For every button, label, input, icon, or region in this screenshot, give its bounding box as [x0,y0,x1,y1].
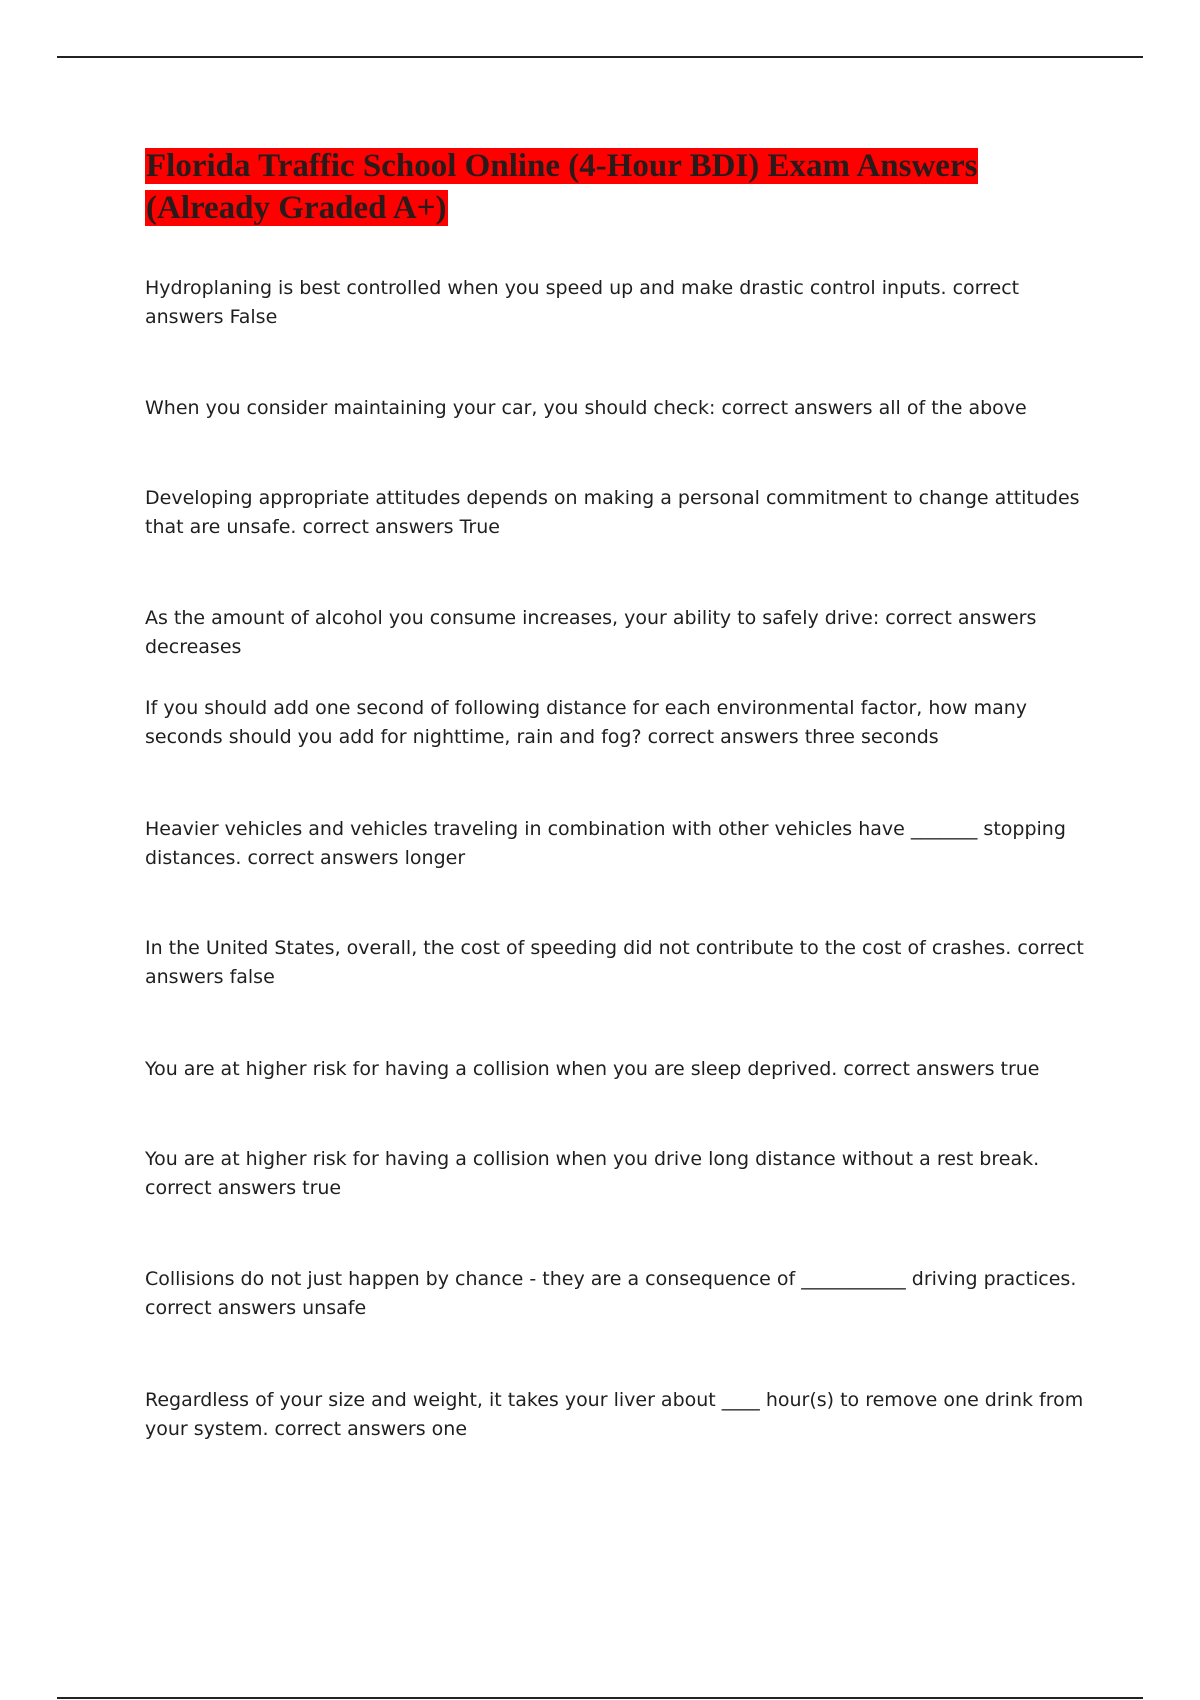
qa-item-9: You are at higher risk for having a collision when you drive long distance without a rest break. correct answers true [145,1148,1040,1199]
qa-item-4: As the amount of alcohol you consume increases, your ability to safely drive: correct answers decreases [145,607,1037,658]
qa-item-6: Heavier vehicles and vehicles traveling in combination with other vehicles have _______ stopping distances. correct answers longer [145,818,1066,869]
title-line-1: Florida Traffic School Online (4-Hour BDI) Exam Answers [146,148,978,184]
qa-item-2: When you consider maintaining your car, you should check: correct answers all of the above [145,397,1027,419]
header-rule [57,56,1143,58]
qa-item-3: Developing appropriate attitudes depends on making a personal commitment to change attitudes that are unsafe. correct answers True [145,487,1080,538]
qa-item-5: If you should add one second of following distance for each environmental factor, how many seconds should you add for nighttime, rain and fog? correct answers three seconds [145,697,1028,748]
qa-item-1: Hydroplaning is best controlled when you speed up and make drastic control inputs. correct answers False [145,277,1020,328]
qa-item-10: Collisions do not just happen by chance - they are a consequence of ___________ driving practices. correct answers unsafe [145,1268,1077,1319]
title-line-2: (Already Graded A+) [146,190,447,226]
footer-rule [57,1697,1143,1699]
qa-item-11: Regardless of your size and weight, it takes your liver about ____ hour(s) to remove one drink from your system. correct answers one [145,1389,1084,1440]
qa-item-7: In the United States, overall, the cost of speeding did not contribute to the cost of crashes. correct answers false [145,937,1084,988]
document-title [145,145,1075,229]
qa-item-8: You are at higher risk for having a collision when you are sleep deprived. correct answers true [145,1058,1040,1080]
